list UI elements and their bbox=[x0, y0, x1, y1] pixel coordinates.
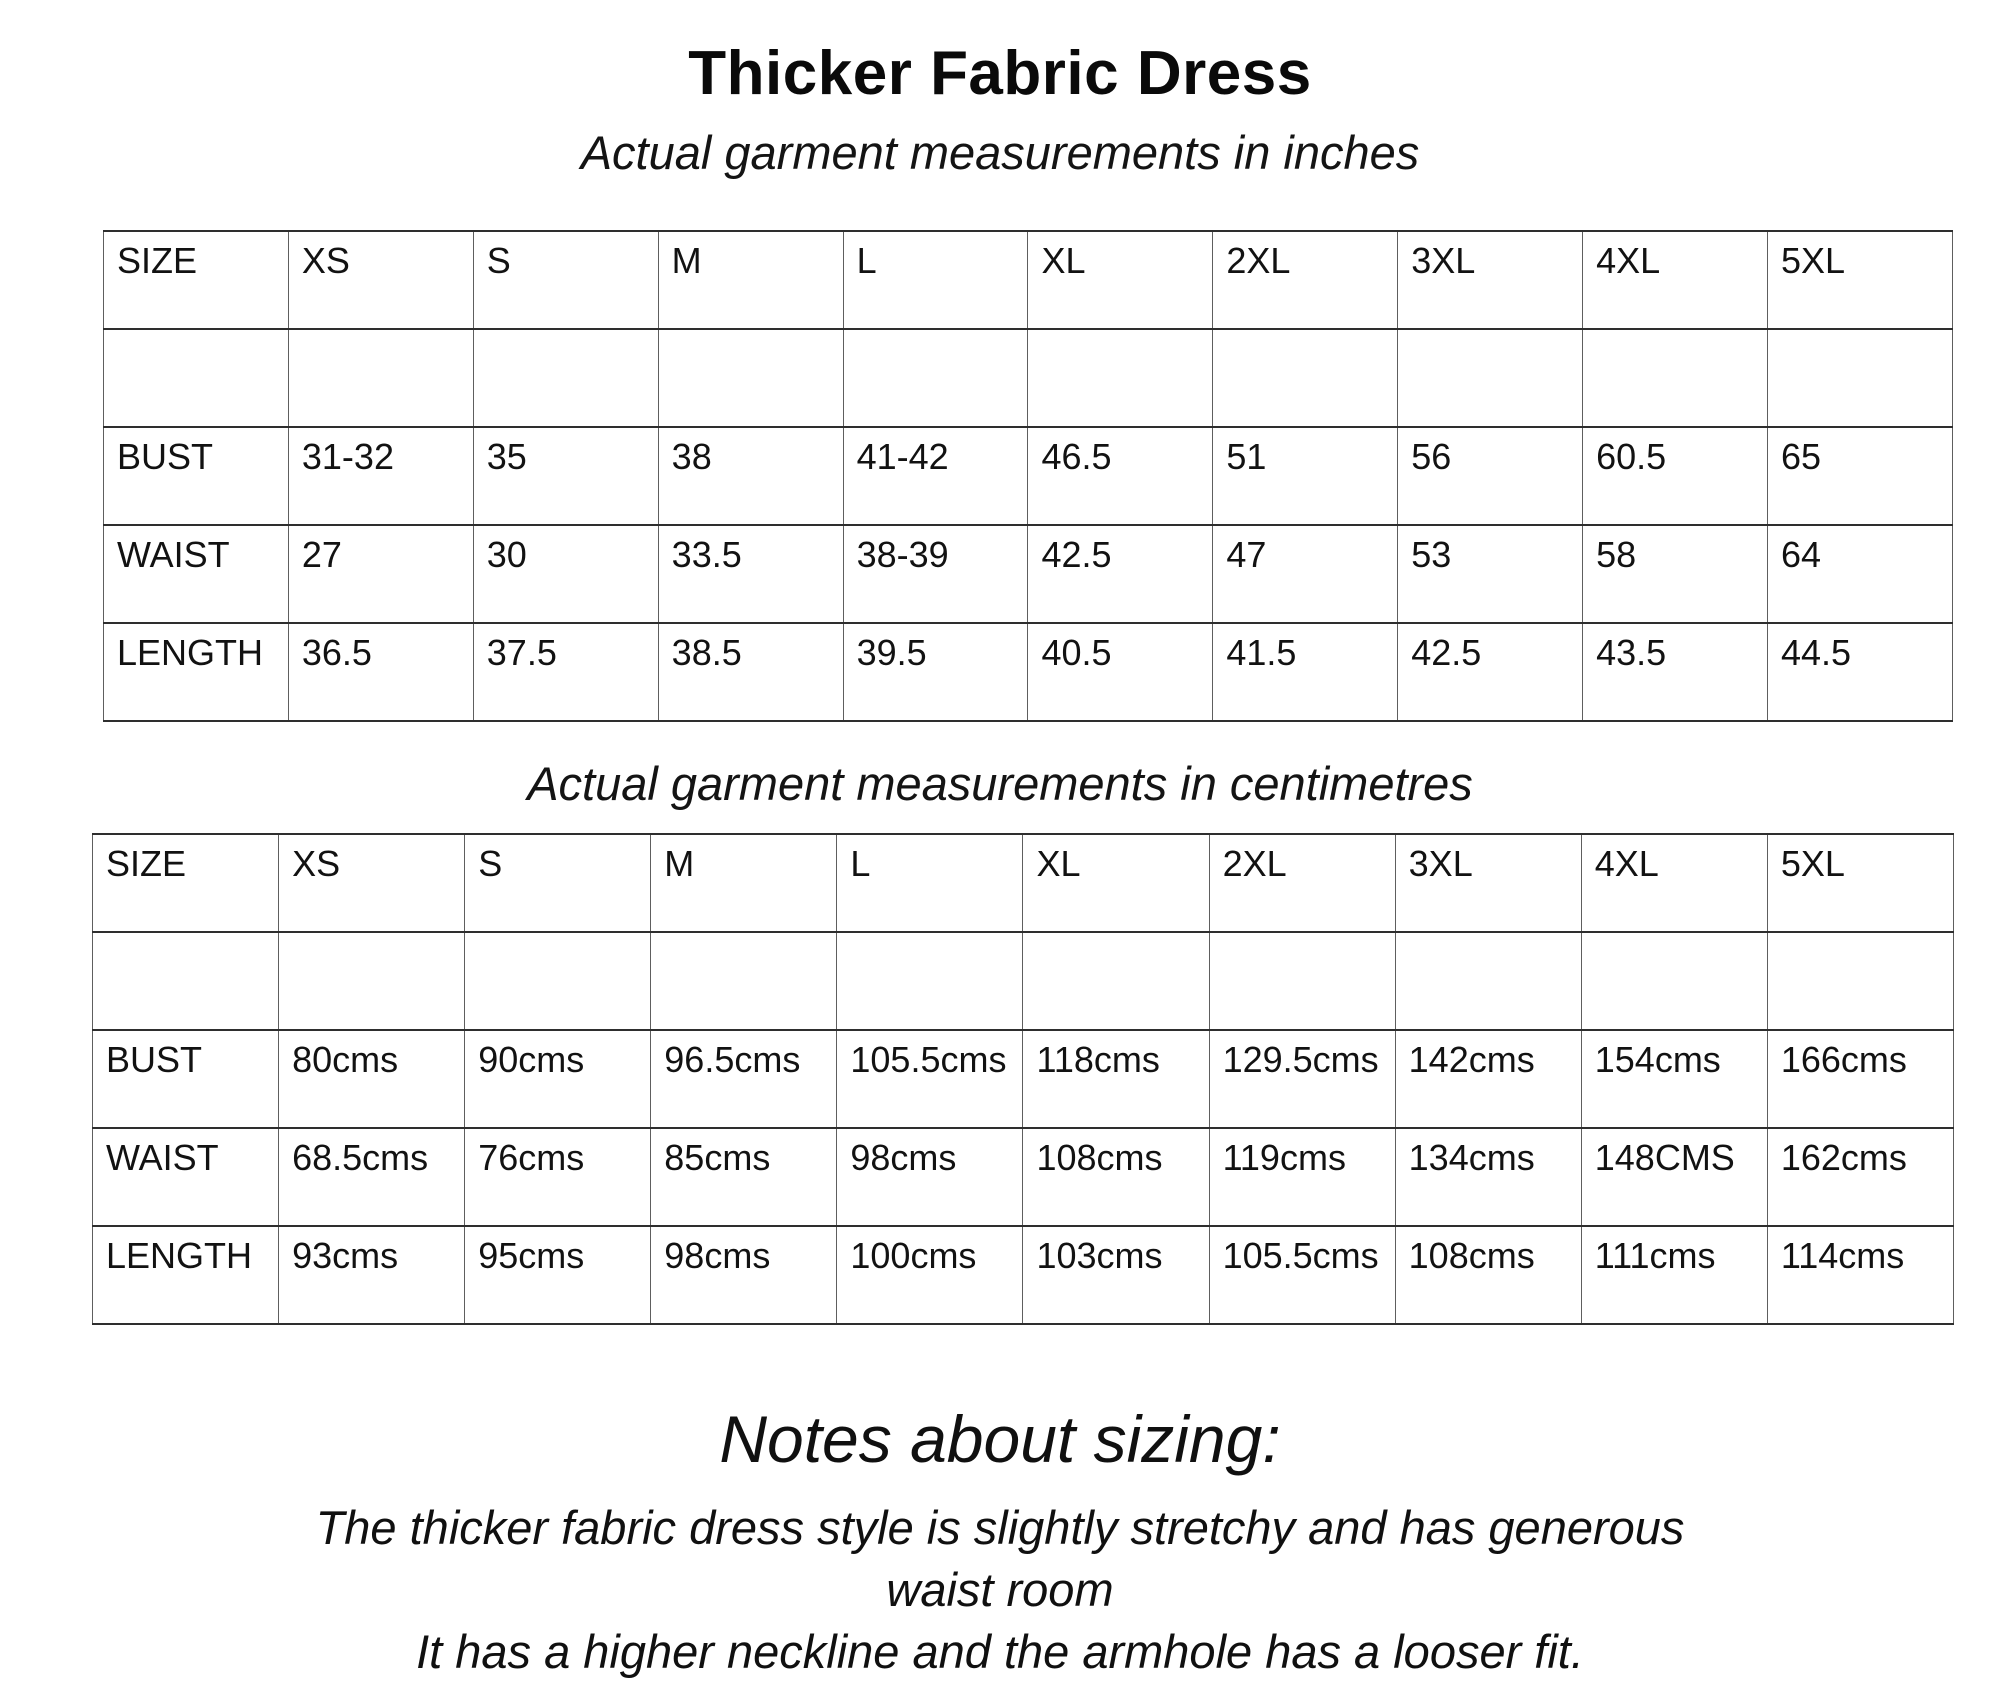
value-cell: 42.5 bbox=[1398, 623, 1583, 721]
subtitle-centimetres: Actual garment measurements in centimetres bbox=[527, 757, 1473, 810]
value-cell: 162cms bbox=[1767, 1128, 1953, 1226]
value-cell: 90cms bbox=[465, 1030, 651, 1128]
value-cell: 98cms bbox=[651, 1226, 837, 1324]
value-cell: 80cms bbox=[279, 1030, 465, 1128]
table-header-row bbox=[93, 834, 1954, 932]
header-cell: L bbox=[843, 231, 1028, 329]
size-chart-page bbox=[0, 38, 2000, 1683]
value-cell: 35 bbox=[473, 427, 658, 525]
value-cell: 129.5cms bbox=[1209, 1030, 1395, 1128]
spacer-cell bbox=[1213, 329, 1398, 427]
row-label-cell: LENGTH bbox=[104, 623, 289, 721]
value-cell: 96.5cms bbox=[651, 1030, 837, 1128]
value-cell: 108cms bbox=[1395, 1226, 1581, 1324]
subtitle-inches: Actual garment measurements in inches bbox=[580, 126, 1420, 179]
value-cell: 60.5 bbox=[1583, 427, 1768, 525]
value-cell: 46.5 bbox=[1028, 427, 1213, 525]
value-cell: 40.5 bbox=[1028, 623, 1213, 721]
spacer-cell bbox=[1768, 329, 1953, 427]
value-cell: 53 bbox=[1398, 525, 1583, 623]
page-title: Thicker Fabric Dress bbox=[688, 39, 1312, 108]
notes-line-3: It has a higher neckline and the armhole has a looser fit. bbox=[416, 1625, 1584, 1678]
notes-heading: Notes about sizing: bbox=[719, 1402, 1281, 1476]
value-cell: 166cms bbox=[1767, 1030, 1953, 1128]
value-cell: 41.5 bbox=[1213, 623, 1398, 721]
value-cell: 142cms bbox=[1395, 1030, 1581, 1128]
value-cell: 58 bbox=[1583, 525, 1768, 623]
value-cell: 47 bbox=[1213, 525, 1398, 623]
value-cell: 68.5cms bbox=[279, 1128, 465, 1226]
notes-line-2: waist room bbox=[886, 1563, 1114, 1616]
spacer-cell bbox=[1028, 329, 1213, 427]
value-cell: 31-32 bbox=[288, 427, 473, 525]
value-cell: 43.5 bbox=[1583, 623, 1768, 721]
value-cell: 42.5 bbox=[1028, 525, 1213, 623]
header-cell: M bbox=[651, 834, 837, 932]
spacer-cell bbox=[1209, 932, 1395, 1030]
value-cell: 98cms bbox=[837, 1128, 1023, 1226]
value-cell: 64 bbox=[1768, 525, 1953, 623]
header-cell: 4XL bbox=[1583, 231, 1768, 329]
spacer-cell bbox=[1023, 932, 1209, 1030]
value-cell: 93cms bbox=[279, 1226, 465, 1324]
spacer-cell bbox=[279, 932, 465, 1030]
value-cell: 119cms bbox=[1209, 1128, 1395, 1226]
table-header-row bbox=[104, 231, 1953, 329]
spacer-row bbox=[93, 932, 1954, 1030]
spacer-cell bbox=[1395, 932, 1581, 1030]
value-cell: 103cms bbox=[1023, 1226, 1209, 1324]
header-cell: L bbox=[837, 834, 1023, 932]
value-cell: 41-42 bbox=[843, 427, 1028, 525]
table-row bbox=[104, 623, 1953, 721]
spacer-cell bbox=[1581, 932, 1767, 1030]
row-label-cell: BUST bbox=[104, 427, 289, 525]
row-label-cell: LENGTH bbox=[93, 1226, 279, 1324]
value-cell: 105.5cms bbox=[837, 1030, 1023, 1128]
sizing-notes bbox=[0, 1401, 2000, 1683]
value-cell: 36.5 bbox=[288, 623, 473, 721]
spacer-cell bbox=[651, 932, 837, 1030]
header-cell: 5XL bbox=[1768, 231, 1953, 329]
value-cell: 65 bbox=[1768, 427, 1953, 525]
value-cell: 38-39 bbox=[843, 525, 1028, 623]
value-cell: 44.5 bbox=[1768, 623, 1953, 721]
header-cell: SIZE bbox=[104, 231, 289, 329]
row-label-cell: BUST bbox=[93, 1030, 279, 1128]
spacer-cell bbox=[843, 329, 1028, 427]
row-label-cell: WAIST bbox=[104, 525, 289, 623]
notes-line-1: The thicker fabric dress style is slightly stretchy and has generous bbox=[315, 1501, 1685, 1554]
value-cell: 100cms bbox=[837, 1226, 1023, 1324]
value-cell: 114cms bbox=[1767, 1226, 1953, 1324]
header-cell: XL bbox=[1028, 231, 1213, 329]
spacer-cell bbox=[1398, 329, 1583, 427]
header-cell: 4XL bbox=[1581, 834, 1767, 932]
value-cell: 154cms bbox=[1581, 1030, 1767, 1128]
header-cell: 2XL bbox=[1209, 834, 1395, 932]
value-cell: 56 bbox=[1398, 427, 1583, 525]
value-cell: 33.5 bbox=[658, 525, 843, 623]
value-cell: 27 bbox=[288, 525, 473, 623]
value-cell: 38.5 bbox=[658, 623, 843, 721]
header-cell: 3XL bbox=[1398, 231, 1583, 329]
spacer-row bbox=[104, 329, 1953, 427]
header-cell: M bbox=[658, 231, 843, 329]
header-cell: XS bbox=[279, 834, 465, 932]
spacer-cell bbox=[837, 932, 1023, 1030]
header-cell: XL bbox=[1023, 834, 1209, 932]
table-row bbox=[93, 1030, 1954, 1128]
header-cell: XS bbox=[288, 231, 473, 329]
value-cell: 76cms bbox=[465, 1128, 651, 1226]
table-row bbox=[104, 525, 1953, 623]
spacer-cell bbox=[1583, 329, 1768, 427]
value-cell: 38 bbox=[658, 427, 843, 525]
spacer-cell bbox=[465, 932, 651, 1030]
value-cell: 39.5 bbox=[843, 623, 1028, 721]
table-row bbox=[93, 1226, 1954, 1324]
header-cell: S bbox=[465, 834, 651, 932]
spacer-cell bbox=[93, 932, 279, 1030]
inches-size-table bbox=[103, 230, 1953, 722]
spacer-cell bbox=[288, 329, 473, 427]
header-cell: SIZE bbox=[93, 834, 279, 932]
header-cell: 2XL bbox=[1213, 231, 1398, 329]
value-cell: 51 bbox=[1213, 427, 1398, 525]
spacer-cell bbox=[658, 329, 843, 427]
header-cell: 5XL bbox=[1767, 834, 1953, 932]
value-cell: 148CMS bbox=[1581, 1128, 1767, 1226]
header-cell: S bbox=[473, 231, 658, 329]
value-cell: 111cms bbox=[1581, 1226, 1767, 1324]
table-row bbox=[104, 427, 1953, 525]
header-cell: 3XL bbox=[1395, 834, 1581, 932]
value-cell: 95cms bbox=[465, 1226, 651, 1324]
spacer-cell bbox=[473, 329, 658, 427]
spacer-cell bbox=[1767, 932, 1953, 1030]
value-cell: 108cms bbox=[1023, 1128, 1209, 1226]
value-cell: 134cms bbox=[1395, 1128, 1581, 1226]
value-cell: 105.5cms bbox=[1209, 1226, 1395, 1324]
value-cell: 85cms bbox=[651, 1128, 837, 1226]
value-cell: 118cms bbox=[1023, 1030, 1209, 1128]
row-label-cell: WAIST bbox=[93, 1128, 279, 1226]
value-cell: 30 bbox=[473, 525, 658, 623]
table-row bbox=[93, 1128, 1954, 1226]
spacer-cell bbox=[104, 329, 289, 427]
centimetres-size-table bbox=[92, 833, 1954, 1325]
value-cell: 37.5 bbox=[473, 623, 658, 721]
